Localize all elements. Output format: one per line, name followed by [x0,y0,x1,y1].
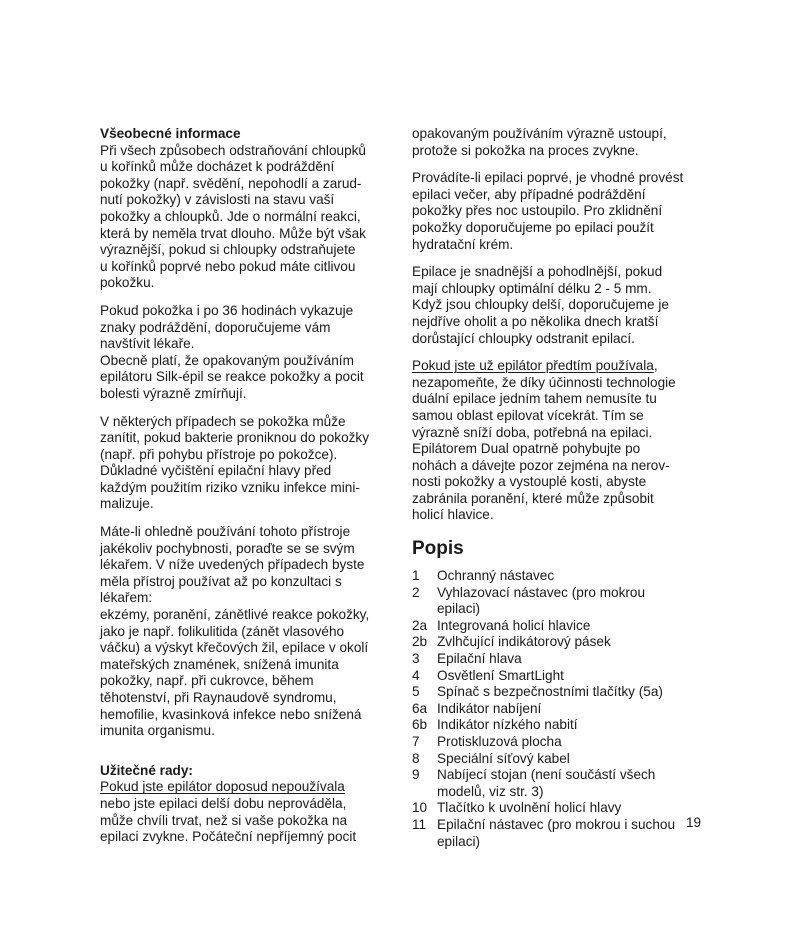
text-line: pokožky přes noc ustoupilo. Pro zklidnění [412,203,663,219]
text-line: pokožku. [100,275,155,291]
item-number: 9 [412,767,420,783]
text-line: pokožky, např. při cukrovce, během [100,673,314,689]
list-item [412,800,712,817]
text-line: jako je např. folikulitida (zánět vlasového [100,623,345,639]
text-line: Epilátorem Dual opatrně pohybujte po [412,441,641,457]
list-item [412,634,712,651]
text-line: (např. při pohybu přístroje po pokožce). [100,446,338,462]
text-line: Speciální síťový kabel [437,750,570,766]
text-line: Zvlhčující indikátorový pásek [437,634,611,650]
text-line: Při všech způsobech odstraňování chloupků [100,142,366,158]
item-text [437,585,712,618]
text-line: Pokud pokožka i po 36 hodinách vykazuje [100,302,354,318]
text-line: duální epilace jedním tahem nemusíte tu [412,391,657,407]
right-column [412,126,712,850]
text-line: nutí pokožky) v závislosti na stavu vaší [100,192,335,208]
item-number: 5 [412,684,420,700]
text-line: holicí hlavice. [412,507,494,523]
text-line: V některých případech se pokožka může [100,413,346,429]
experienced-user-paragraph [412,358,712,524]
item-number: 8 [412,750,420,766]
text-line: u kořínků poprvé nebo pokud máte citlivou [100,258,356,274]
text-line: Když jsou chloupky delší, doporučujeme je [412,297,669,313]
list-item [412,585,712,618]
item-text [437,734,712,751]
list-item [412,668,712,685]
text-line: ekzémy, poranění, zánětlivé reakce pokožky, [100,607,370,623]
list-item [412,568,712,585]
text-line: Spínač s bezpečnostními tlačítky (5a) [437,684,663,700]
text-line: epilaci zvykne. Počáteční nepříjemný pocit [100,829,357,845]
text-line: protože si pokožka na proces zvykne. [412,142,639,158]
item-text [437,717,712,734]
text-line: výraznější, pokud si chloupky odstraňujete [100,242,356,258]
text-line: zanítit, pokud bakterie proniknou do pokožky [100,430,370,446]
text-line: hemofilie, kvasinková infekce nebo snížená [100,706,362,722]
text-line: znaky podráždění, doporučujeme vám [100,319,331,335]
item-number: 10 [412,800,428,816]
text-line: nezapomeňte, že díky účinnosti technologie [412,374,676,390]
text-line: může chvíli trvat, než si vaše pokožka na [100,812,348,828]
item-number: 1 [412,568,420,584]
list-item [412,651,712,668]
text-line: epilaci večer, aby případné podráždění [412,186,646,202]
text-line: jakékoliv pochybnosti, poraďte se se svým [100,540,355,556]
item-text [437,618,712,635]
useful-tips-section [100,763,380,846]
text-line: opakovaným používáním výrazně ustoupí, [412,126,667,141]
item-number: 2 [412,584,420,600]
text-line: těhotenství, při Raynaudově syndromu, [100,690,337,705]
text-line: pokožky (např. svědění, nepohodlí a zarud- [100,175,362,191]
infection-paragraph [100,414,380,514]
text-line: Epilační nástavec (pro mokrou i suchou [437,816,676,832]
text-line: dorůstající chloupky odstranit epilací. [412,330,635,346]
text-line: výrazně sníží doba, potřebná na epilaci. [412,424,653,440]
text-line: nosti pokožky a vystouplé kosti, abyste [412,474,647,490]
text-line: Máte-li ohledně používání tohoto přístroje [100,524,351,540]
item-text [437,817,712,850]
item-number: 2b [412,634,428,650]
hair-length-paragraph [412,264,712,347]
text-line: nebo jste epilaci delší dobu neprováděla, [100,795,347,811]
parts-list [412,568,712,850]
text-line: pokožky doporučujeme po epilaci použít [412,219,654,235]
spacer [100,751,380,763]
text-line: samou oblast epilovat vícekrát. Tím se [412,407,644,423]
experienced-underlined-phrase: Pokud jste už epilátor předtím používala [412,358,654,374]
text-line: Epilace je snadnější a pohodlnější, pokud [412,264,663,280]
text-line: nejdříve oholit a po několika dnech kratší [412,313,659,329]
text-line: lékařem: [100,590,153,606]
comma: , [653,358,658,374]
text-line: modelů, viz str. 3) [437,783,544,799]
tips-underlined-phrase: Pokud jste epilátor doposud nepoužívala [100,779,345,795]
popis-heading: Popis [412,538,464,560]
list-item [412,817,712,850]
tips-continued-paragraph [412,126,712,159]
item-number: 11 [412,816,427,832]
text-line: Nabíjecí stojan (není součástí všech [437,767,656,783]
text-line: Indikátor nabíjení [437,700,542,716]
text-line: hydratační krém. [412,236,514,252]
item-number: 6a [412,700,428,716]
list-item [412,618,712,635]
text-line: která by neměla trvat dlouho. Může být však [100,225,366,241]
text-line: váčku) a výskyt křečových žil, epilace v okolí [100,640,369,656]
item-number: 3 [412,651,420,667]
text-line: epilaci) [437,601,481,617]
item-text [437,651,712,668]
text-line: bolesti výrazně zmírňují. [100,385,247,401]
item-text [437,800,712,817]
text-line: Tlačítko k uvolnění holicí hlavy [437,800,622,816]
list-item [412,684,712,701]
text-line: zabránila poranění, které může způsobit [412,490,654,506]
consult-doctor-paragraph [100,524,380,740]
text-line: Protiskluzová plocha [437,734,562,749]
item-number: 2a [412,617,428,633]
text-line: Epilační hlava [437,651,522,667]
general-info-section [100,126,380,292]
text-line: u kořínků může docházet k podráždění [100,159,335,175]
text-line: mateřských znamének, snížená imunita [100,656,339,672]
list-item [412,751,712,768]
page-number: 19 [686,815,702,830]
text-line: navštívit lékaře. [100,336,195,352]
text-line: každým použitím riziko vzniku infekce mini- [100,479,360,495]
item-text [437,684,712,701]
left-column [100,126,380,857]
general-info-text [100,143,380,292]
text-line: Indikátor nízkého nabití [437,717,578,733]
list-item [412,701,712,718]
text-line: epilátoru Silk-épil se reakce pokožky a pocit [100,369,364,385]
item-text [437,568,712,585]
text-line: Obecně platí, že opakovaným používáním [100,352,354,368]
irritation-paragraph [100,303,380,403]
text-line: Integrovaná holicí hlavice [437,617,591,633]
item-number: 6b [412,717,428,733]
text-line: malizuje. [100,496,154,512]
text-line: pokožky a chloupků. Jde o normální reakci, [100,208,361,224]
text-line: Provádíte-li epilaci poprvé, je vhodné provést [412,170,684,186]
text-line: mají chloupky optimální délku 2 - 5 mm. [412,280,652,296]
text-line: Důkladné vyčištění epilační hlavy před [100,463,332,479]
text-line: Osvětlení SmartLight [437,667,564,683]
item-number: 7 [412,734,420,749]
list-item [412,717,712,734]
general-info-heading: Všeobecné informace [100,126,241,141]
item-number: 4 [412,667,420,683]
text-line: Vyhlazovací nástavec (pro mokrou [437,584,646,600]
text-line [412,358,712,375]
item-text [437,751,712,768]
text-line: lékařem. V níže uvedených případech byste [100,557,365,573]
item-text [437,767,712,800]
text-line: nohách a dávejte pozor zejména na nerov- [412,457,670,473]
item-text [437,634,712,651]
text-line: imunita organismu. [100,723,215,739]
list-item [412,767,712,800]
item-text [437,701,712,718]
useful-tips-heading: Užitečné rady: [100,762,193,778]
text-line: Ochranný nástavec [437,568,555,584]
item-text [437,668,712,685]
list-item [412,734,712,751]
text-line: epilaci) [437,833,481,849]
text-line: měla přístroj používat až po konzultaci s [100,573,342,589]
first-epilation-paragraph [412,170,712,253]
